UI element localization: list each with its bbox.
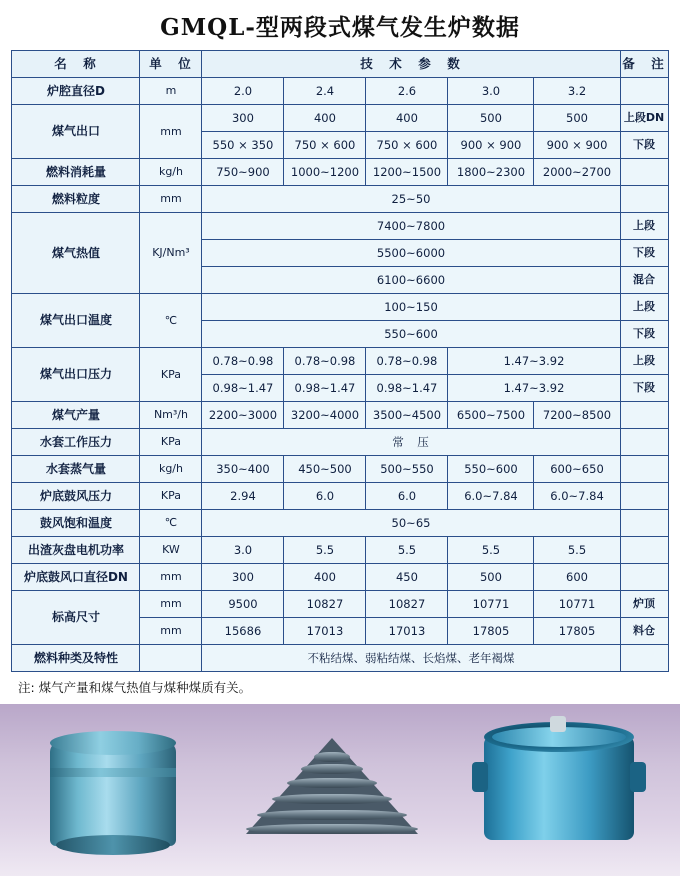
header-params: 技 术 参 数 [202, 51, 620, 78]
row-unit: KPa [140, 483, 202, 510]
cell: 400 [366, 105, 448, 132]
drum-nozzle [550, 716, 566, 732]
row-unit: KPa [140, 429, 202, 456]
cell: 300 [202, 564, 284, 591]
row-unit: KW [140, 537, 202, 564]
cell: 900 × 900 [448, 132, 534, 159]
conical-grate-photo [228, 712, 438, 868]
cell: 3.2 [534, 78, 620, 105]
cell: 10771 [534, 591, 620, 618]
row-remark [620, 402, 668, 429]
cell: 500 [448, 105, 534, 132]
cell: 750~900 [202, 159, 284, 186]
table-row [12, 483, 668, 510]
cell: 1200~1500 [366, 159, 448, 186]
table-row [12, 537, 668, 564]
row-remark: 混合 [620, 267, 668, 294]
cell: 350~400 [202, 456, 284, 483]
cell: 2.0 [202, 78, 284, 105]
cell-span: 5500~6000 [202, 240, 620, 267]
cell: 17013 [366, 618, 448, 645]
row-unit: mm [140, 105, 202, 159]
cell-span: 550~600 [202, 321, 620, 348]
cell: 600 [534, 564, 620, 591]
cell-span: 常 压 [202, 429, 620, 456]
header-unit: 单 位 [140, 51, 202, 78]
cell: 1.47~3.92 [448, 348, 620, 375]
table-row [12, 159, 668, 186]
cell: 1000~1200 [284, 159, 366, 186]
table-row [12, 564, 668, 591]
cell: 10771 [448, 591, 534, 618]
row-remark [620, 510, 668, 537]
cell: 10827 [284, 591, 366, 618]
table-row [12, 510, 668, 537]
cell: 450 [366, 564, 448, 591]
row-unit: mm [140, 618, 202, 645]
row-unit: KPa [140, 348, 202, 402]
row-name: 水套蒸气量 [12, 456, 140, 483]
row-remark: 下段 [620, 132, 668, 159]
table-row [12, 186, 668, 213]
row-name: 燃料粒度 [12, 186, 140, 213]
row-name: 燃料消耗量 [12, 159, 140, 186]
row-unit: mm [140, 591, 202, 618]
cell: 10827 [366, 591, 448, 618]
page-title: GMQL-型两段式煤气发生炉数据 [160, 14, 520, 41]
specification-table [11, 50, 668, 672]
row-unit: kg/h [140, 456, 202, 483]
cell: 0.98~1.47 [202, 375, 284, 402]
row-name: 鼓风饱和温度 [12, 510, 140, 537]
row-name: 煤气出口温度 [12, 294, 140, 348]
table-row [12, 294, 668, 321]
row-name: 燃料种类及特性 [12, 645, 140, 672]
drum-shape [484, 736, 634, 840]
cell: 17805 [534, 618, 620, 645]
cell-span: 50~65 [202, 510, 620, 537]
table-row [12, 429, 668, 456]
cell-span: 100~150 [202, 294, 620, 321]
cell: 0.78~0.98 [366, 348, 448, 375]
row-remark [620, 78, 668, 105]
table-row [12, 213, 668, 240]
cell: 6.0 [366, 483, 448, 510]
cell: 500 [534, 105, 620, 132]
photo-strip [0, 704, 680, 876]
row-name: 炉底鼓风压力 [12, 483, 140, 510]
row-name: 标高尺寸 [12, 591, 140, 645]
row-unit: mm [140, 186, 202, 213]
cell: 17805 [448, 618, 534, 645]
row-remark [620, 483, 668, 510]
cell: 5.5 [448, 537, 534, 564]
cone-layers [246, 752, 418, 836]
cell: 6.0 [284, 483, 366, 510]
cell: 5.5 [284, 537, 366, 564]
cell: 3.0 [448, 78, 534, 105]
cell: 0.78~0.98 [284, 348, 366, 375]
table-row [12, 402, 668, 429]
row-remark: 上段DN [620, 105, 668, 132]
row-remark [620, 186, 668, 213]
cell: 750 × 600 [284, 132, 366, 159]
cell: 450~500 [284, 456, 366, 483]
cell: 6.0~7.84 [534, 483, 620, 510]
cell: 0.98~1.47 [366, 375, 448, 402]
cell: 500 [448, 564, 534, 591]
cell: 15686 [202, 618, 284, 645]
row-unit: ℃ [140, 294, 202, 348]
cell: 400 [284, 564, 366, 591]
row-remark [620, 429, 668, 456]
vessel-shape [50, 742, 176, 846]
cell: 0.98~1.47 [284, 375, 366, 402]
row-remark: 料仓 [620, 618, 668, 645]
row-remark: 上段 [620, 294, 668, 321]
row-remark: 炉顶 [620, 591, 668, 618]
drum-handle-left [472, 762, 488, 792]
row-name: 出渣灰盘电机功率 [12, 537, 140, 564]
cell: 900 × 900 [534, 132, 620, 159]
row-remark [620, 537, 668, 564]
cell-span: 7400~7800 [202, 213, 620, 240]
row-unit: KJ/Nm³ [140, 213, 202, 294]
cell: 1800~2300 [448, 159, 534, 186]
row-unit: kg/h [140, 159, 202, 186]
cell: 3.0 [202, 537, 284, 564]
cell: 400 [284, 105, 366, 132]
table-header-row [12, 51, 668, 78]
row-unit: Nm³/h [140, 402, 202, 429]
cell-span: 25~50 [202, 186, 620, 213]
cell: 600~650 [534, 456, 620, 483]
row-remark [620, 159, 668, 186]
table-row [12, 456, 668, 483]
cell: 6.0~7.84 [448, 483, 534, 510]
row-name: 煤气出口压力 [12, 348, 140, 402]
cell: 3500~4500 [366, 402, 448, 429]
row-name: 煤气热值 [12, 213, 140, 294]
row-name: 水套工作压力 [12, 429, 140, 456]
row-unit: ℃ [140, 510, 202, 537]
table-row [12, 105, 668, 132]
row-name: 炉底鼓风口直径DN [12, 564, 140, 591]
row-remark: 上段 [620, 213, 668, 240]
row-name: 煤气产量 [12, 402, 140, 429]
cell: 2.6 [366, 78, 448, 105]
row-name: 炉腔直径D [12, 78, 140, 105]
cell: 2.94 [202, 483, 284, 510]
cell: 550~600 [448, 456, 534, 483]
header-remark: 备 注 [620, 51, 668, 78]
cell: 0.78~0.98 [202, 348, 284, 375]
cell: 550 × 350 [202, 132, 284, 159]
cell: 5.5 [534, 537, 620, 564]
row-unit [140, 645, 202, 672]
furnace-drum-photo [450, 712, 670, 868]
cell-span: 6100~6600 [202, 267, 620, 294]
row-remark: 下段 [620, 321, 668, 348]
water-jacket-vessel-photo [10, 712, 216, 868]
row-unit: mm [140, 564, 202, 591]
row-remark: 上段 [620, 348, 668, 375]
row-remark: 下段 [620, 240, 668, 267]
row-remark: 下段 [620, 375, 668, 402]
cell: 2200~3000 [202, 402, 284, 429]
cell: 2000~2700 [534, 159, 620, 186]
table-row [12, 645, 668, 672]
cell: 1.47~3.92 [448, 375, 620, 402]
row-name: 煤气出口 [12, 105, 140, 159]
row-remark [620, 564, 668, 591]
header-name: 名 称 [12, 51, 140, 78]
cell: 3200~4000 [284, 402, 366, 429]
table-footnote: 注: 煤气产量和煤气热值与煤种煤质有关。 [18, 680, 252, 695]
cell: 5.5 [366, 537, 448, 564]
cell: 500~550 [366, 456, 448, 483]
table-row [12, 591, 668, 618]
row-unit: m [140, 78, 202, 105]
table-row [12, 78, 668, 105]
cell: 17013 [284, 618, 366, 645]
row-remark [620, 456, 668, 483]
cell-span: 不粘结煤、弱粘结煤、长焰煤、老年褐煤 [202, 645, 620, 672]
row-remark [620, 645, 668, 672]
cell: 2.4 [284, 78, 366, 105]
cell: 300 [202, 105, 284, 132]
table-row [12, 348, 668, 375]
vessel-band [50, 768, 176, 777]
cell: 750 × 600 [366, 132, 448, 159]
cell: 7200~8500 [534, 402, 620, 429]
drum-handle-right [630, 762, 646, 792]
cell: 6500~7500 [448, 402, 534, 429]
cell: 9500 [202, 591, 284, 618]
